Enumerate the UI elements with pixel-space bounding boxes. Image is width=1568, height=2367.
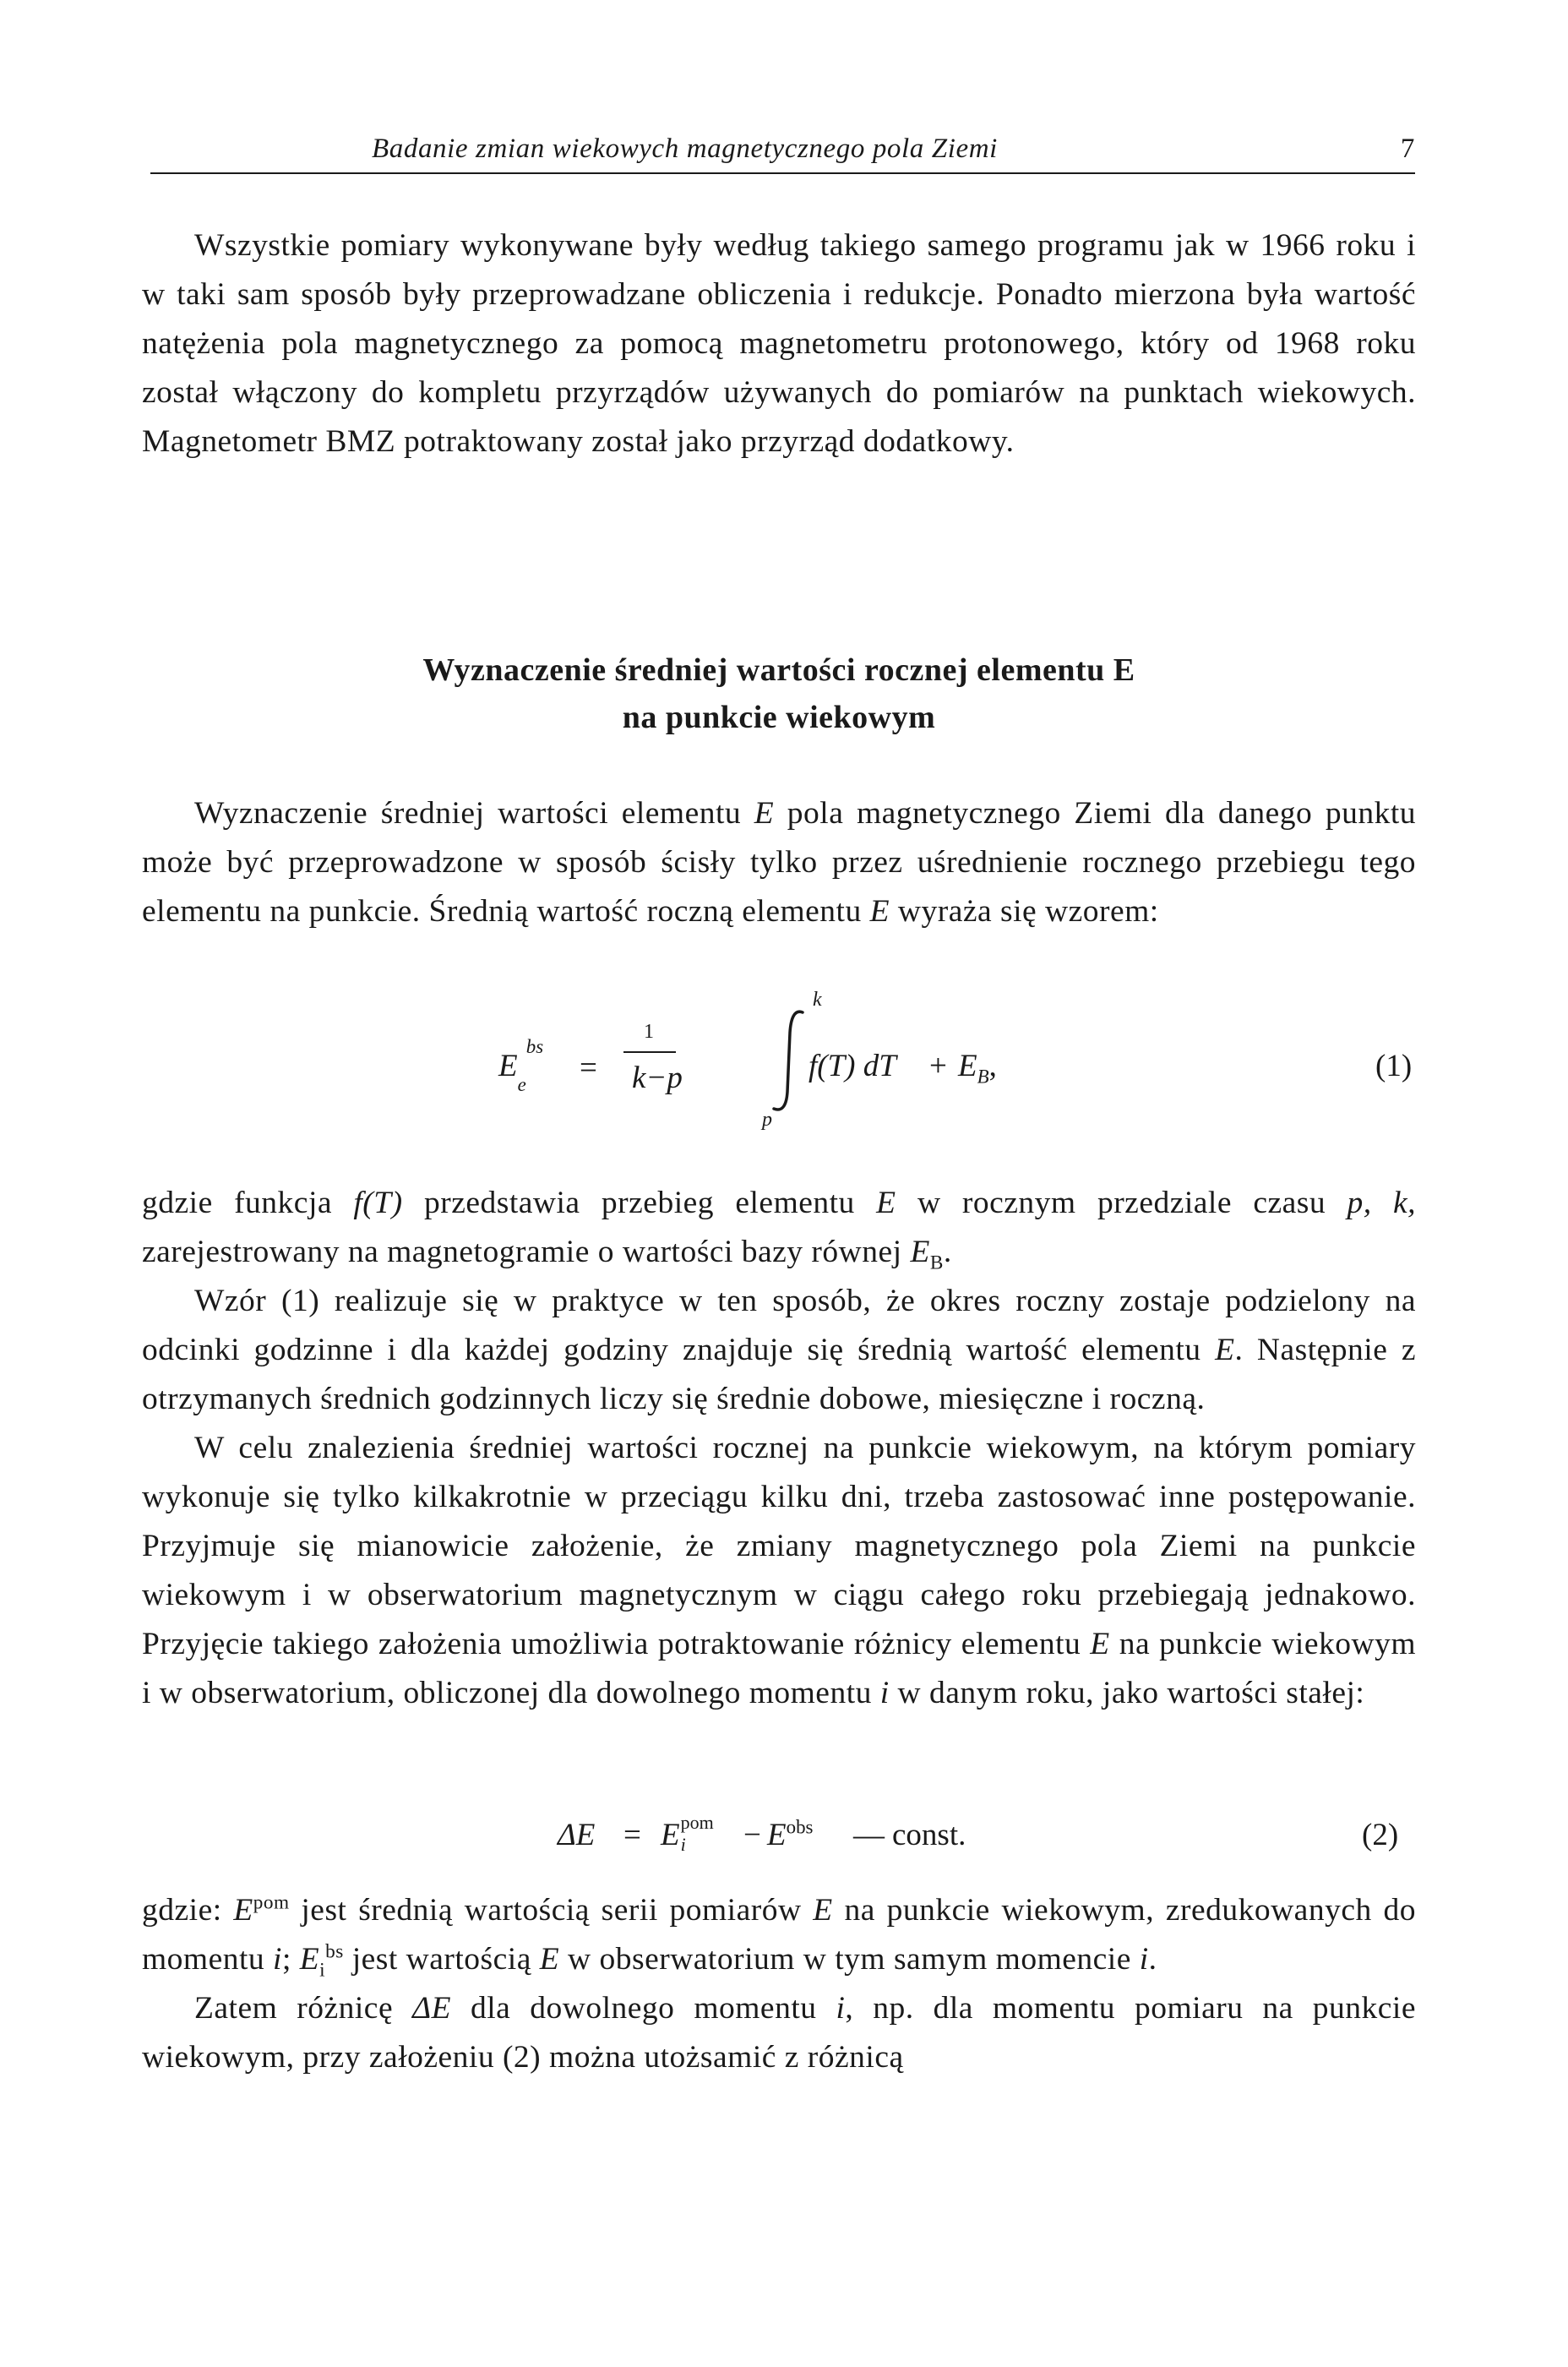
text-run: gdzie: xyxy=(142,1893,234,1928)
variable: E xyxy=(813,1893,833,1928)
section-heading-line2: na punkcie wiekowym xyxy=(622,700,936,735)
fraction-denominator: k−p xyxy=(632,1061,683,1095)
delta-e: ΔE xyxy=(558,1818,596,1852)
integral-upper-limit: k xyxy=(813,989,822,1011)
running-title: Badanie zmian wiekowych magnetycznego pola Ziemi xyxy=(372,134,998,164)
text-run: Zatem różnicę xyxy=(194,1991,413,2026)
text-run: W celu znalezienia średniej wartości rocznej na punkcie wiekowym, na którym pomiary wykonuje się tylko kilkakrotnie w przeciągu kilku dni, trzeba zastosować inne postępowanie. Przyjmuje się mianowicie założenie, że zmiany magnetycznego pola Ziemi na punkcie wiekowym i w obserwatorium magnetycznym w ciągu całego roku przebiegają jednakowo. Przyjęcie takiego założenia umożliwia potraktowanie różnicy elementu xyxy=(142,1431,1416,1661)
base-value xyxy=(958,1048,997,1088)
formula-equals: = xyxy=(623,1818,641,1852)
formula-subscript: i xyxy=(680,1833,686,1855)
equation-number-1: (1) xyxy=(1375,1049,1413,1083)
variable: E xyxy=(869,894,890,929)
formula-const: const. xyxy=(892,1818,966,1852)
intro-paragraph: Wszystkie pomiary wykonywane były według takiego samego programu jak w 1966 roku i w taki sam sposób były przeprowadzane obliczenia i redukcje. Ponadto mierzona była wartość natężenia pola magnetycznego za pomocą magnetometru protonowego, który od 1968 roku został włączony do kompletu przyrządów używanych do pomiarów na punktach wiekowych. Magnetometr BMZ potraktowany został jako przyrząd dodatkowy. xyxy=(142,228,1416,459)
text-run: Wyznaczenie średniej wartości elementu xyxy=(194,796,754,831)
formula-superscript: obs xyxy=(786,1816,814,1838)
variable: E xyxy=(1215,1333,1235,1367)
text-run: Wzór (1) realizuje się w praktyce w ten sposób, że okres roczny zostaje podzielony na odcinki godzinne i dla każdej godziny znajduje się średnią wartość elementu xyxy=(142,1284,1416,1367)
variable: i xyxy=(836,1991,846,2026)
subscript: B xyxy=(929,1252,944,1274)
variable: E xyxy=(1090,1627,1110,1661)
formula-symbol: E xyxy=(767,1818,787,1852)
definition-paragraph-block xyxy=(142,789,1416,936)
fraction-bar xyxy=(623,1051,676,1053)
text-run: na punkcie wiekowym i w obserwatorium, obliczonej dla dowolnego momentu xyxy=(142,1627,1416,1710)
formula-plus: + xyxy=(929,1049,947,1083)
superscript: pom xyxy=(253,1891,290,1914)
integrand: f(T) dT xyxy=(808,1049,896,1083)
definition-paragraph xyxy=(142,789,1416,936)
practice-paragraph xyxy=(142,1277,1416,1424)
text-run: gdzie funkcja xyxy=(142,1186,354,1220)
formula-2 xyxy=(0,1807,1568,1866)
e-pom-term xyxy=(661,1811,714,1855)
formula-superscript: bs xyxy=(525,1035,544,1057)
text-run: na punkcie wiekowym, zredukowanych do momentu xyxy=(142,1893,1416,1977)
variable: ΔE xyxy=(412,1991,451,2026)
text-run: w obserwatorium w tym samym momencie xyxy=(559,1942,1140,1977)
page-number: 7 xyxy=(1400,134,1415,164)
variable: E xyxy=(910,1235,930,1269)
variable: E xyxy=(876,1186,896,1220)
superscript: bs xyxy=(325,1940,344,1963)
closing-block xyxy=(142,1886,1416,2082)
text-run: zarejestrowany na magnetogramie o wartości bazy równej xyxy=(142,1235,911,1269)
difference-paragraph xyxy=(142,1984,1416,2082)
assumption-paragraph xyxy=(142,1424,1416,1718)
text-run: przedstawia przebieg elementu xyxy=(402,1186,877,1220)
variable: E xyxy=(754,796,775,831)
text-run: jest średnią wartością serii pomiarów xyxy=(289,1893,814,1928)
variable: f(T) xyxy=(353,1186,403,1220)
text-run: . xyxy=(1148,1942,1157,1977)
formula-superscript: pom xyxy=(680,1811,714,1833)
formula-subscript: B xyxy=(977,1066,989,1088)
formula-minus: − xyxy=(743,1818,761,1852)
text-run: dla dowolnego momentu xyxy=(450,1991,836,2026)
variable: E xyxy=(233,1893,253,1928)
subscript: i xyxy=(319,1959,326,1982)
fraction-numerator: 1 xyxy=(644,1021,654,1043)
function-description xyxy=(142,1179,1416,1277)
text-run: w danym roku, jako wartości stałej: xyxy=(889,1676,1365,1710)
variable: i xyxy=(879,1676,890,1710)
formula-comma: , xyxy=(988,1049,997,1083)
formula-subscript: e xyxy=(517,1074,526,1096)
super-sub-stack xyxy=(680,1811,714,1855)
running-header xyxy=(372,134,1415,174)
variable: p, k, xyxy=(1347,1186,1416,1220)
explanation-block xyxy=(142,1179,1416,1718)
text-run: wyraża się wzorem: xyxy=(890,894,1159,929)
header-rule xyxy=(150,172,1415,174)
section-heading-line1: Wyznaczenie średniej wartości rocznej elementu E xyxy=(422,652,1135,688)
section-heading xyxy=(142,646,1416,741)
equation-number-2: (2) xyxy=(1362,1818,1399,1852)
text-run: w rocznym przedziale czasu xyxy=(896,1186,1348,1220)
text-run: jest wartością xyxy=(343,1942,540,1977)
formula-equals: = xyxy=(580,1050,597,1085)
text-run: . xyxy=(943,1235,952,1269)
formula-symbol: E xyxy=(958,1049,977,1083)
text-run: ; xyxy=(281,1942,300,1977)
text-run: , np. dla momentu pomiaru na punkcie wiekowym, przy założeniu (2) można utożsamić z różnicą xyxy=(142,1991,1416,2075)
formula-symbol: E xyxy=(498,1049,518,1083)
variable: E xyxy=(299,1942,320,1977)
symbols-description xyxy=(142,1886,1416,1984)
formula-dash: — xyxy=(853,1818,885,1852)
integral-sign-icon xyxy=(769,1007,811,1115)
variable: i xyxy=(1139,1942,1149,1977)
variable: i xyxy=(273,1942,282,1977)
integral-lower-limit: p xyxy=(762,1109,772,1131)
formula-symbol: E xyxy=(661,1818,680,1852)
variable: E xyxy=(539,1942,560,1977)
formula-lhs xyxy=(498,1035,544,1096)
text-run: . Następnie z otrzymanych średnich godzinnych liczy się średnie dobowe, miesięczne i roczną. xyxy=(142,1333,1417,1416)
e-obs-term xyxy=(767,1817,813,1853)
formula-1 xyxy=(0,989,1568,1149)
text-run: pola magnetycznego Ziemi dla danego punktu może być przeprowadzone w sposób ścisły tylko przez uśrednienie rocznego przebiegu tego elementu na punkcie. Średnią wartość roczną elementu xyxy=(142,796,1416,929)
intro-paragraph-block xyxy=(142,221,1416,466)
